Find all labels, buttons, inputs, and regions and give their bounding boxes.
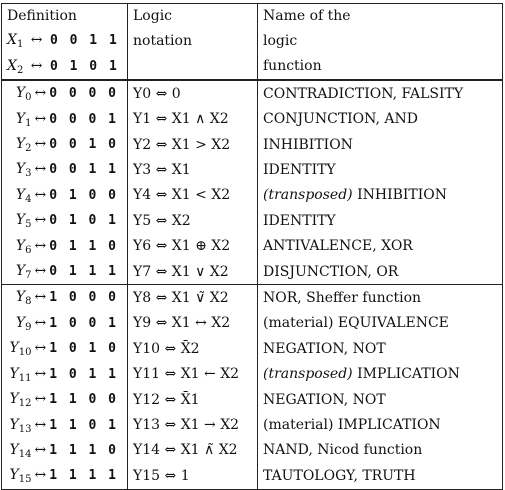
notation-cell: Y4 ⇔ X1 < X2 xyxy=(128,183,258,208)
function-name: NEGATION, NOT xyxy=(263,391,386,408)
equivalence-arrow: ↔ xyxy=(34,441,47,458)
function-name: (material) IMPLICATION xyxy=(263,417,441,433)
function-name-cell xyxy=(258,336,503,361)
definition-cell xyxy=(2,80,128,106)
y-variable: $Y_4$ xyxy=(15,186,32,205)
function-name: INHIBITION xyxy=(357,187,448,204)
equivalence-arrow: ↔ xyxy=(34,314,47,331)
definition-cell xyxy=(2,463,128,489)
function-name: IMPLICATION xyxy=(357,366,460,383)
function-name: DISJUNCTION, OR xyxy=(263,263,399,280)
equivalence-arrow: ↔ xyxy=(34,186,47,203)
equivalence-arrow: ↔ xyxy=(34,263,47,280)
header-x1-definition xyxy=(2,28,128,53)
y-variable: $Y_9$ xyxy=(15,314,32,333)
y-variable: $Y_1$ xyxy=(15,110,32,129)
header-row xyxy=(2,54,503,80)
function-name-cell xyxy=(258,438,503,463)
function-name: NEGATION, NOT xyxy=(263,340,386,357)
notation-cell: Y7 ⇔ X1 ∨ X2 xyxy=(128,259,258,285)
notation-cell: Y14 ⇔ X1 ∧̃ X2 xyxy=(128,438,258,463)
table-row xyxy=(2,183,503,208)
function-name: TAUTOLOGY, TRUTH xyxy=(263,467,416,484)
function-name-cell xyxy=(258,157,503,182)
equivalence-arrow: ↔ xyxy=(34,467,47,484)
table-row xyxy=(2,157,503,182)
notation-cell: Y10 ⇔ X̄2 xyxy=(128,336,258,361)
definition-cell xyxy=(2,311,128,336)
y-variable: $Y_5$ xyxy=(15,212,32,231)
equivalence-arrow: ↔ xyxy=(34,85,47,102)
definition-cell xyxy=(2,132,128,157)
function-name-cell xyxy=(258,259,503,285)
truth-bits: 0 0 0 1 xyxy=(49,111,118,127)
definition-cell xyxy=(2,413,128,438)
y-variable: $Y_7$ xyxy=(15,263,32,282)
header-definition: Definition xyxy=(2,4,128,29)
truth-bits: 1 1 0 0 xyxy=(49,392,118,408)
y-variable: $Y_6$ xyxy=(15,237,32,256)
function-name: IDENTITY xyxy=(263,212,336,229)
y-variable: $Y_{15}$ xyxy=(9,467,32,486)
header-name-of-the: Name of the xyxy=(258,4,503,29)
function-name: NOR, Sheffer function xyxy=(263,289,422,306)
table-row xyxy=(2,438,503,463)
table-row xyxy=(2,311,503,336)
y-variable: $Y_{14}$ xyxy=(9,441,32,460)
y-variable: $Y_{11}$ xyxy=(9,365,32,384)
truth-bits: 0 0 0 0 xyxy=(49,86,118,102)
y-variable: $Y_{13}$ xyxy=(9,416,32,435)
table-row xyxy=(2,387,503,412)
y-variable: $Y_{12}$ xyxy=(9,391,32,410)
x2-variable: $X_2$ xyxy=(7,57,24,76)
table-body xyxy=(2,4,503,490)
y-variable: $Y_2$ xyxy=(15,136,32,155)
definition-cell xyxy=(2,157,128,182)
definition-cell xyxy=(2,259,128,285)
truth-bits: 0 1 0 0 xyxy=(49,187,118,203)
truth-bits: 1 1 1 0 xyxy=(49,442,118,458)
equivalence-arrow: ↔ xyxy=(34,340,47,357)
y-variable: $Y_8$ xyxy=(15,289,32,308)
header-empty xyxy=(128,54,258,80)
truth-bits: 1 0 1 1 xyxy=(49,366,118,382)
notation-cell: Y1 ⇔ X1 ∧ X2 xyxy=(128,107,258,132)
notation-cell: Y3 ⇔ X1 xyxy=(128,157,258,182)
equivalence-arrow: ↔ xyxy=(34,416,47,433)
notation-cell: Y5 ⇔ X2 xyxy=(128,208,258,233)
function-name-cell xyxy=(258,413,503,438)
table-row xyxy=(2,234,503,259)
equivalence-arrow: ↔ xyxy=(34,289,47,306)
function-name-cell xyxy=(258,311,503,336)
function-name: CONTRADICTION, FALSITY xyxy=(263,85,464,102)
table-row xyxy=(2,413,503,438)
function-name: IDENTITY xyxy=(263,161,336,178)
table-row xyxy=(2,208,503,233)
definition-cell xyxy=(2,285,128,311)
function-name-cell xyxy=(258,80,503,106)
notation-cell: Y11 ⇔ X1 ← X2 xyxy=(128,362,258,387)
table-row xyxy=(2,285,503,311)
y-variable: $Y_0$ xyxy=(15,85,32,104)
header-notation: notation xyxy=(128,28,258,53)
equivalence-arrow: ↔ xyxy=(34,365,47,382)
function-name-cell xyxy=(258,387,503,412)
function-name-cell xyxy=(258,107,503,132)
equivalence-arrow: ↔ xyxy=(34,391,47,408)
x2-bits: 0 1 0 1 xyxy=(49,58,119,74)
table-row xyxy=(2,80,503,106)
notation-cell: Y2 ⇔ X1 > X2 xyxy=(128,132,258,157)
y-variable: $Y_3$ xyxy=(15,161,32,180)
notation-cell: Y9 ⇔ X1 ↔ X2 xyxy=(128,311,258,336)
function-name-cell xyxy=(258,132,503,157)
equivalence-arrow: ↔ xyxy=(34,237,47,254)
function-name: (material) EQUIVALENCE xyxy=(263,315,449,332)
notation-cell: Y12 ⇔ X̄1 xyxy=(128,387,258,412)
notation-cell: Y8 ⇔ X1 ∨̃ X2 xyxy=(128,285,258,311)
truth-bits: 1 0 0 1 xyxy=(49,315,118,331)
definition-cell xyxy=(2,183,128,208)
function-name: INHIBITION xyxy=(263,136,353,153)
truth-bits: 0 1 1 1 xyxy=(49,264,118,280)
header-function: function xyxy=(258,54,503,80)
header-x2-definition xyxy=(2,54,128,80)
header-logic-word: logic xyxy=(258,28,503,53)
definition-cell xyxy=(2,438,128,463)
x1-bits: 0 0 1 1 xyxy=(49,33,119,49)
truth-bits: 1 0 1 0 xyxy=(49,341,118,357)
truth-bits: 0 1 1 0 xyxy=(49,238,118,254)
notation-cell: Y13 ⇔ X1 → X2 xyxy=(128,413,258,438)
notation-cell: Y6 ⇔ X1 ⊕ X2 xyxy=(128,234,258,259)
truth-bits: 1 1 1 1 xyxy=(49,468,118,484)
header-row xyxy=(2,4,503,29)
function-name: ANTIVALENCE, XOR xyxy=(263,238,413,255)
header-row xyxy=(2,28,503,53)
table-row xyxy=(2,336,503,361)
function-name-cell xyxy=(258,183,503,208)
definition-cell xyxy=(2,336,128,361)
truth-bits: 0 0 1 0 xyxy=(49,137,118,153)
name-prefix: (transposed) xyxy=(263,366,353,383)
function-name-cell xyxy=(258,463,503,489)
definition-cell xyxy=(2,387,128,412)
definition-cell xyxy=(2,234,128,259)
truth-bits: 1 0 0 0 xyxy=(49,290,118,306)
equivalence-arrow: ↔ xyxy=(34,161,47,178)
equivalence-arrow: ↔ xyxy=(30,32,43,49)
y-variable: $Y_{10}$ xyxy=(9,340,32,359)
equivalence-arrow: ↔ xyxy=(30,57,43,74)
truth-bits: 0 1 0 1 xyxy=(49,213,118,229)
x1-variable: $X_1$ xyxy=(7,32,24,51)
definition-cell xyxy=(2,362,128,387)
definition-cell xyxy=(2,107,128,132)
function-name-cell xyxy=(258,234,503,259)
table-row xyxy=(2,107,503,132)
function-name-cell xyxy=(258,208,503,233)
function-name-cell xyxy=(258,285,503,311)
table-row xyxy=(2,259,503,285)
equivalence-arrow: ↔ xyxy=(34,136,47,153)
notation-cell: Y0 ⇔ 0 xyxy=(128,80,258,106)
table-row xyxy=(2,362,503,387)
truth-bits: 1 1 0 1 xyxy=(49,417,118,433)
definition-cell xyxy=(2,208,128,233)
table-row xyxy=(2,463,503,489)
notation-cell: Y15 ⇔ 1 xyxy=(128,463,258,489)
name-prefix: (transposed) xyxy=(263,187,353,204)
logic-functions-table xyxy=(1,3,503,490)
function-name-cell xyxy=(258,362,503,387)
equivalence-arrow: ↔ xyxy=(34,212,47,229)
function-name: CONJUNCTION, AND xyxy=(263,111,418,128)
table-row xyxy=(2,132,503,157)
equivalence-arrow: ↔ xyxy=(34,110,47,127)
truth-bits: 0 0 1 1 xyxy=(49,162,118,178)
function-name: NAND, Nicod function xyxy=(263,442,423,459)
header-logic: Logic xyxy=(128,4,258,29)
